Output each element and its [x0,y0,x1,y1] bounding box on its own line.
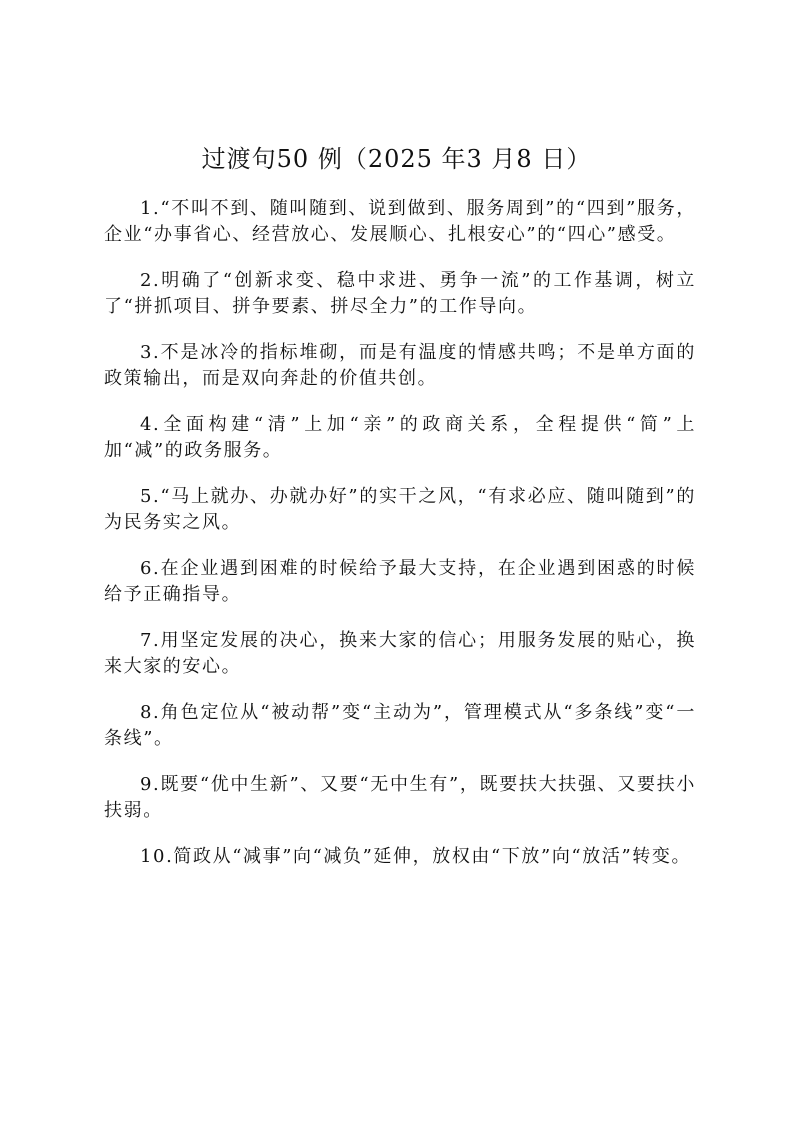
document-title: 过渡句50 例（2025 年3 月8 日） [201,145,592,173]
paragraph-4: 4.全面构建“清”上加“亲”的政商关系，全程提供“简”上加“减”的政务服务。 [104,414,696,461]
paragraph-3: 3.不是冰冷的指标堆砌，而是有温度的情感共鸣；不是单方面的政策输出，而是双向奔赴的价值共创。 [104,342,696,389]
paragraph-6: 6.在企业遇到困难的时候给予最大支持，在企业遇到困惑的时候给予正确指导。 [104,558,696,605]
paragraph-2: 2.明确了“创新求变、稳中求进、勇争一流”的工作基调，树立了“拼抓项目、拼争要素、拼尽全力”的工作导向。 [104,270,696,317]
paragraph-5: 5.“马上就办、办就办好”的实干之风，“有求必应、随叫随到”的为民务实之风。 [104,486,696,533]
paragraph-9: 9.既要“优中生新”、又要“无中生有”，既要扶大扶强、又要扶小扶弱。 [104,774,696,821]
paragraph-10: 10.简政从“减事”向“减负”延伸，放权由“下放”向“放活”转变。 [140,846,692,867]
paragraph-7: 7.用坚定发展的决心，换来大家的信心；用服务发展的贴心，换来大家的安心。 [104,630,696,677]
paragraph-8: 8.角色定位从“被动帮”变“主动为”，管理模式从“多条线”变“一条线”。 [104,702,696,749]
paragraph-1: 1.“不叫不到、随叫随到、说到做到、服务周到”的“四到”服务，企业“办事省心、经营放心、发展顺心、扎根安心”的“四心”感受。 [104,198,696,245]
document-body [104,196,696,890]
